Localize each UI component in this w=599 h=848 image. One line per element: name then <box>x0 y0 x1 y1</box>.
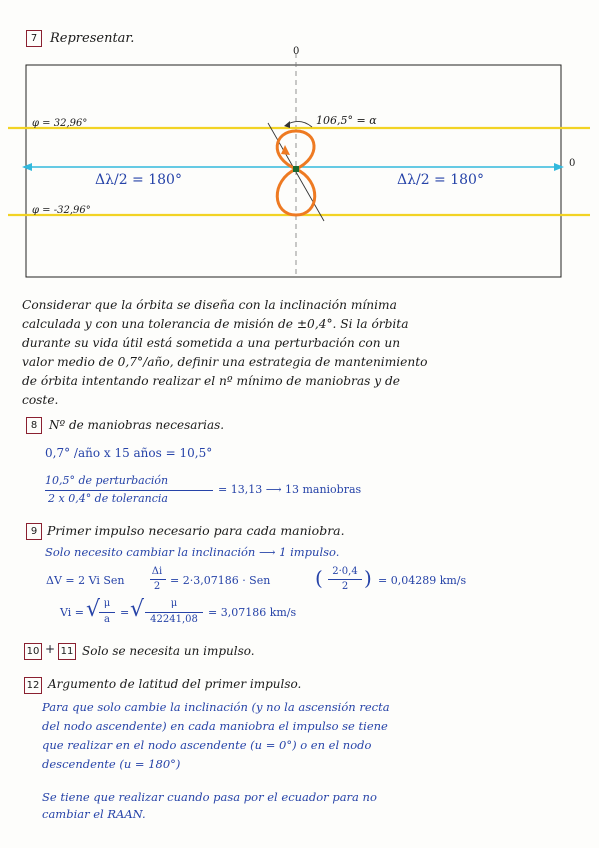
paragraph-line: de órbita intentando realizar el nº mínimo de maniobras y de <box>22 374 401 388</box>
maneuver-count-result: = 13,13 ⟶ 13 maniobras <box>218 483 362 496</box>
delta-v-middle: = 2·3,07186 · Sen <box>170 574 271 587</box>
node-marker <box>293 166 299 172</box>
conclusion-line: cambiar el RAAN. <box>42 807 146 821</box>
paragraph-line: Considerar que la órbita se diseña con la inclinación mínima <box>22 298 397 312</box>
sqrt-icon: √ <box>130 597 145 622</box>
vi-f1-line <box>99 612 115 613</box>
sqrt-icon: √ <box>86 597 101 622</box>
section-12-body <box>42 698 390 774</box>
fraction-line <box>45 490 213 491</box>
delta-v-left: ΔV = 2 Vi Sen <box>46 574 125 587</box>
orbit-diagram <box>0 45 599 285</box>
section-10-11-text: Solo se necesita un impulso. <box>82 644 255 658</box>
open-paren: ( <box>315 566 323 590</box>
delta-i-fraction-line <box>150 579 166 580</box>
problem-paragraph <box>22 296 427 410</box>
plus-sign: + <box>45 642 56 656</box>
close-paren: ) <box>364 566 372 590</box>
paragraph-line: calculada y con una tolerancia de misión de ±0,4°. Si la órbita <box>22 317 409 331</box>
section-number-9: 9 <box>26 523 42 540</box>
right-zero-label: 0 <box>569 158 576 169</box>
body-line: del nodo ascendente) en cada maniobra el impulso se tiene <box>42 719 388 733</box>
body-line: Para que solo cambie la inclinación (y no la ascensión recta <box>42 700 390 714</box>
orbit-diagram-svg <box>0 45 599 285</box>
top-zero-label: 0 <box>293 46 300 57</box>
inclination-label: 106,5° = α <box>316 114 377 127</box>
conclusion-line: Se tiene que realizar cuando pasa por el ecuador para no <box>42 790 377 804</box>
section-number-12: 12 <box>24 677 42 694</box>
section-12-conclusion <box>42 789 377 823</box>
vi-left: Vi = <box>60 606 84 619</box>
body-line: descendente (u = 180°) <box>42 757 181 771</box>
section-12-title: Argumento de latitud del primer impulso. <box>48 677 302 691</box>
paren-fraction-line <box>328 579 362 580</box>
vi-f1-denominator: a <box>104 614 110 625</box>
phi-positive-label: φ = 32,96° <box>32 118 88 129</box>
section-7-title: Representar. <box>50 31 135 46</box>
vi-f2-denominator: 42241,08 <box>150 614 198 625</box>
section-number-10: 10 <box>24 643 42 660</box>
paren-numerator: 2·0,4 <box>332 566 358 577</box>
paragraph-line: durante su vida útil está sometida a una perturbación con un <box>22 336 401 350</box>
section-9-title: Primer impulso necesario para cada maniobra. <box>47 523 345 538</box>
paragraph-line: valor medio de 0,7°/año, definir una estrategia de mantenimiento <box>22 355 428 369</box>
section-number-8: 8 <box>26 417 42 434</box>
track-arrow-icon <box>281 145 290 155</box>
paragraph-line: coste. <box>22 393 59 407</box>
phi-negative-label: φ = -32,96° <box>32 205 91 216</box>
delta-i-numerator: Δi <box>151 566 163 577</box>
vi-f2-line <box>145 612 203 613</box>
paren-denominator: 2 <box>341 581 349 592</box>
vi-equals: = <box>120 606 130 619</box>
section-8-title: Nº de maniobras necesarias. <box>49 418 225 432</box>
vi-f1-numerator: μ <box>103 598 111 609</box>
fraction-denominator: 2 x 0,4° de tolerancia <box>48 492 168 505</box>
vi-f2-numerator: μ <box>170 598 178 609</box>
delta-i-denominator: 2 <box>153 581 161 592</box>
delta-lambda-left-label: Δλ/2 = 180° <box>95 172 182 188</box>
left-arrowhead-icon <box>22 163 32 171</box>
body-line: que realizar en el nodo ascendente (u = 0°) o en el nodo <box>42 738 372 752</box>
delta-v-result: = 0,04289 km/s <box>378 574 467 587</box>
section-number-7: 7 <box>26 30 42 47</box>
impulse-statement: Solo necesito cambiar la inclinación ⟶ 1 impulso. <box>45 545 340 559</box>
right-arrowhead-icon <box>554 163 564 171</box>
perturbation-equation: 0,7° /año x 15 años = 10,5° <box>45 446 213 460</box>
delta-lambda-right-label: Δλ/2 = 180° <box>397 172 484 188</box>
section-number-11: 11 <box>58 643 76 660</box>
vi-result: = 3,07186 km/s <box>208 606 297 619</box>
fraction-numerator: 10,5° de perturbación <box>45 474 169 487</box>
